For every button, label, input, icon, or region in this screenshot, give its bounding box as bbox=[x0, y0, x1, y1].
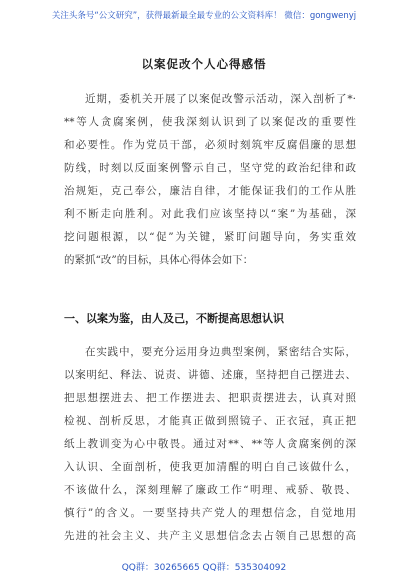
footer-note: QQ群：30265665 QQ群：535304092 bbox=[121, 563, 287, 573]
paragraph-line: 治规矩，克己奉公，廉洁自律，才能保证我们的工作从胜 bbox=[64, 185, 356, 197]
paragraph-line: 和必要性。作为党员干部，必须时刻筑牢反腐倡廉的思想 bbox=[64, 139, 356, 151]
section-heading-1: 一、以案为鉴，由人及己，不断提高思想认识 bbox=[64, 312, 284, 325]
page-title: 以案促改个人心得感悟 bbox=[141, 57, 267, 71]
paragraph-line: 慎行”的含义。一要坚持共产党人的理想信念，自觉地用 bbox=[64, 507, 356, 519]
paragraph-line: 的紧抓“改”的目标，具体心得体会如下： bbox=[64, 254, 254, 266]
paragraph-line: 入认识、全面剖析，使我更加清醒的明白自己该做什么， bbox=[64, 461, 356, 473]
paragraph-line: 以案明纪、释法、说责、讲德、述廉，坚持把自己摆进去、 bbox=[64, 369, 356, 381]
paragraph-line: 不该做什么，深刻理解了廉政工作“明理、戒骄、敬畏、 bbox=[64, 484, 356, 496]
paragraph-line: 防线，时刻以反面案例警示自己，坚守党的政治纪律和政 bbox=[64, 162, 356, 174]
paragraph-line: 利不断走向胜利。对此我们应该坚持以“案”为基础，深 bbox=[64, 208, 356, 220]
paragraph-line: 近期，委机关开展了以案促改警示活动，深入剖析了*· bbox=[85, 93, 356, 105]
paragraph-intro bbox=[64, 88, 356, 272]
paragraph-line: 检视、剖析反思，才能真正做到照镜子、正衣冠，真正把 bbox=[64, 415, 356, 427]
paragraph-line: **等人贪腐案例，使我深刻认识到了以案促改的重要性 bbox=[64, 116, 356, 128]
paragraph-section-1 bbox=[64, 341, 356, 548]
header-note: 关注头条号“公文研究”，获得最新最全最专业的公文资料库！ 微信：gongwenyj bbox=[51, 11, 357, 21]
paragraph-line: 纸上教训变为心中敬畏。通过对**、**等人贪腐案例的深 bbox=[64, 438, 356, 450]
paragraph-line: 在实践中，要充分运用身边典型案例，紧密结合实际， bbox=[85, 346, 356, 358]
paragraph-line: 挖问题根源，以“促”为关键，紧盯问题导向，务实重效 bbox=[64, 231, 356, 243]
paragraph-line: 把思想摆进去、把工作摆进去、把职责摆进去，认真对照 bbox=[64, 392, 356, 404]
paragraph-line: 先进的社会主义、共产主义思想信念去占领自己思想的高 bbox=[64, 530, 356, 542]
